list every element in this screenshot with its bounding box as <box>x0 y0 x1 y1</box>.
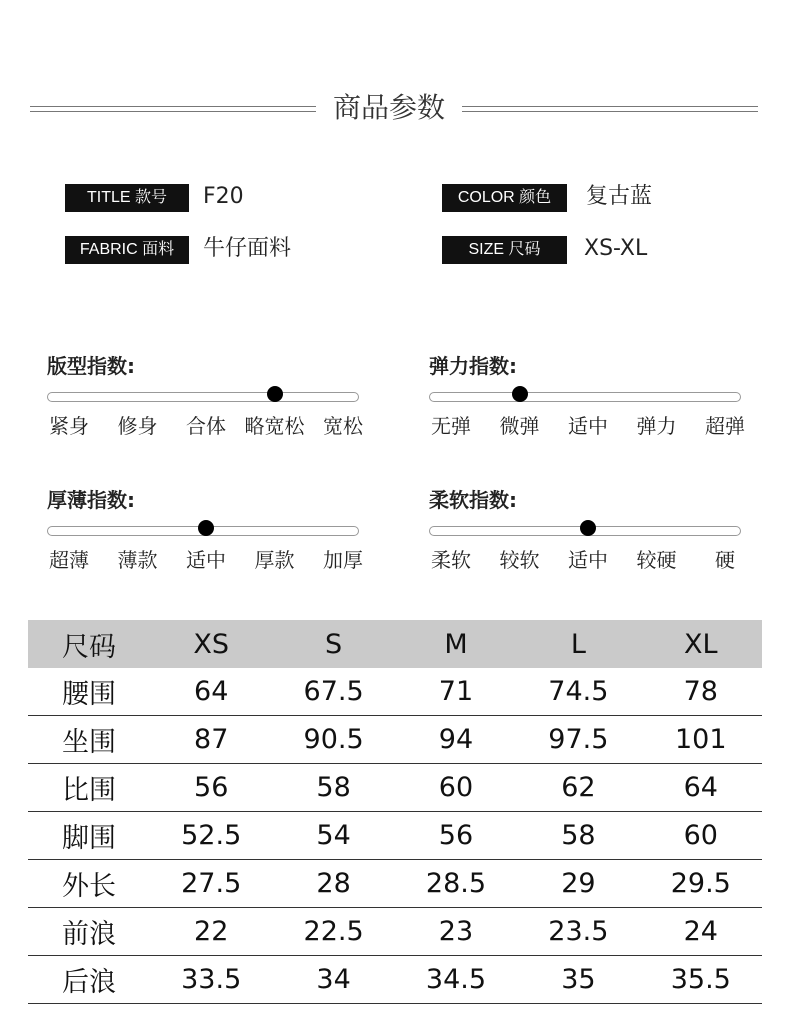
measurement-value-cell: 56 <box>395 812 517 860</box>
size-table <box>28 620 762 1004</box>
thickness-index-option: 超薄 <box>49 548 89 572</box>
fit-index-option: 略宽松 <box>244 414 305 438</box>
measurement-value-cell: 60 <box>395 764 517 812</box>
table-row <box>28 860 762 908</box>
header-rule-left <box>30 106 316 112</box>
fit-index-track <box>47 392 359 402</box>
softness-index-option: 柔软 <box>431 548 471 572</box>
measurement-value-cell: 52.5 <box>150 812 272 860</box>
thickness-index-marker <box>198 520 214 536</box>
measurement-value-cell: 33.5 <box>150 956 272 1004</box>
table-row <box>28 716 762 764</box>
softness-index-option: 硬 <box>715 548 735 572</box>
elasticity-index-track <box>429 392 741 402</box>
elasticity-index-option: 适中 <box>568 414 608 438</box>
measurement-value-cell: 56 <box>150 764 272 812</box>
measurement-value-cell: 71 <box>395 668 517 716</box>
size-table-header: XL <box>640 620 762 668</box>
softness-index-option: 较硬 <box>636 548 677 572</box>
measurement-value-cell: 34 <box>272 956 394 1004</box>
softness-index <box>429 486 741 586</box>
measurement-value-cell: 94 <box>395 716 517 764</box>
measurement-value-cell: 60 <box>640 812 762 860</box>
measurement-name-cell: 前浪 <box>28 908 150 956</box>
measurement-value-cell: 74.5 <box>517 668 639 716</box>
fit-index-option: 宽松 <box>323 414 363 438</box>
measurement-value-cell: 90.5 <box>272 716 394 764</box>
size-table-header: M <box>395 620 517 668</box>
measurement-value-cell: 67.5 <box>272 668 394 716</box>
elasticity-index-option: 无弹 <box>431 414 471 438</box>
elasticity-index-title: 弹力指数: <box>429 354 517 378</box>
thickness-index-option: 适中 <box>186 548 226 572</box>
measurement-name-cell: 外长 <box>28 860 150 908</box>
measurement-value-cell: 29.5 <box>640 860 762 908</box>
size-table-header-row <box>28 620 762 668</box>
param-fabric-label: FABRIC 面料 <box>65 236 189 264</box>
fit-index-marker <box>267 386 283 402</box>
softness-index-marker <box>580 520 596 536</box>
size-table-header: S <box>272 620 394 668</box>
param-size-value: XS-XL <box>584 236 648 261</box>
measurement-value-cell: 34.5 <box>395 956 517 1004</box>
elasticity-index <box>429 352 745 452</box>
measurement-value-cell: 35 <box>517 956 639 1004</box>
table-row <box>28 668 762 716</box>
measurement-value-cell: 22 <box>150 908 272 956</box>
param-title-value: F20 <box>203 184 244 209</box>
thickness-index-option: 厚款 <box>254 548 295 572</box>
softness-index-option: 较软 <box>499 548 540 572</box>
measurement-value-cell: 64 <box>150 668 272 716</box>
measurement-value-cell: 27.5 <box>150 860 272 908</box>
measurement-name-cell: 脚围 <box>28 812 150 860</box>
fit-index-option: 紧身 <box>49 414 89 438</box>
measurement-value-cell: 24 <box>640 908 762 956</box>
measurement-value-cell: 87 <box>150 716 272 764</box>
size-table-header: 尺码 <box>28 620 150 668</box>
table-row <box>28 908 762 956</box>
elasticity-index-option: 超弹 <box>705 414 745 438</box>
measurement-value-cell: 97.5 <box>517 716 639 764</box>
measurement-value-cell: 101 <box>640 716 762 764</box>
param-color-label: COLOR 颜色 <box>442 184 567 212</box>
measurement-name-cell: 腰围 <box>28 668 150 716</box>
header-rule-right <box>462 106 758 112</box>
measurement-value-cell: 62 <box>517 764 639 812</box>
table-row <box>28 956 762 1004</box>
table-row <box>28 812 762 860</box>
size-table-header: XS <box>150 620 272 668</box>
softness-index-option: 适中 <box>568 548 608 572</box>
measurement-value-cell: 35.5 <box>640 956 762 1004</box>
param-fabric-value: 牛仔面料 <box>203 236 292 261</box>
section-header <box>0 90 790 130</box>
measurement-value-cell: 58 <box>272 764 394 812</box>
elasticity-index-marker <box>512 386 528 402</box>
measurement-value-cell: 23 <box>395 908 517 956</box>
elasticity-index-option: 微弹 <box>499 414 540 438</box>
measurement-value-cell: 78 <box>640 668 762 716</box>
fit-index-option: 合体 <box>186 414 226 438</box>
thickness-index-title: 厚薄指数: <box>47 488 135 512</box>
fit-index-title: 版型指数: <box>47 354 135 378</box>
measurement-value-cell: 28.5 <box>395 860 517 908</box>
thickness-index-option: 加厚 <box>323 548 363 572</box>
thickness-index <box>47 486 363 586</box>
param-title-label: TITLE 款号 <box>65 184 189 212</box>
measurement-name-cell: 后浪 <box>28 956 150 1004</box>
measurement-value-cell: 54 <box>272 812 394 860</box>
elasticity-index-option: 弹力 <box>636 414 677 438</box>
fit-index-option: 修身 <box>117 414 158 438</box>
measurement-value-cell: 58 <box>517 812 639 860</box>
softness-index-title: 柔软指数: <box>429 488 517 512</box>
measurement-name-cell: 比围 <box>28 764 150 812</box>
param-color-value: 复古蓝 <box>586 184 653 209</box>
table-row <box>28 764 762 812</box>
size-table-header: L <box>517 620 639 668</box>
measurement-value-cell: 64 <box>640 764 762 812</box>
measurement-value-cell: 29 <box>517 860 639 908</box>
measurement-name-cell: 坐围 <box>28 716 150 764</box>
param-size-label: SIZE 尺码 <box>442 236 567 264</box>
fit-index <box>47 352 363 452</box>
measurement-value-cell: 22.5 <box>272 908 394 956</box>
page-title: 商品参数 <box>332 91 445 124</box>
measurement-value-cell: 23.5 <box>517 908 639 956</box>
measurement-value-cell: 28 <box>272 860 394 908</box>
thickness-index-option: 薄款 <box>117 548 158 572</box>
